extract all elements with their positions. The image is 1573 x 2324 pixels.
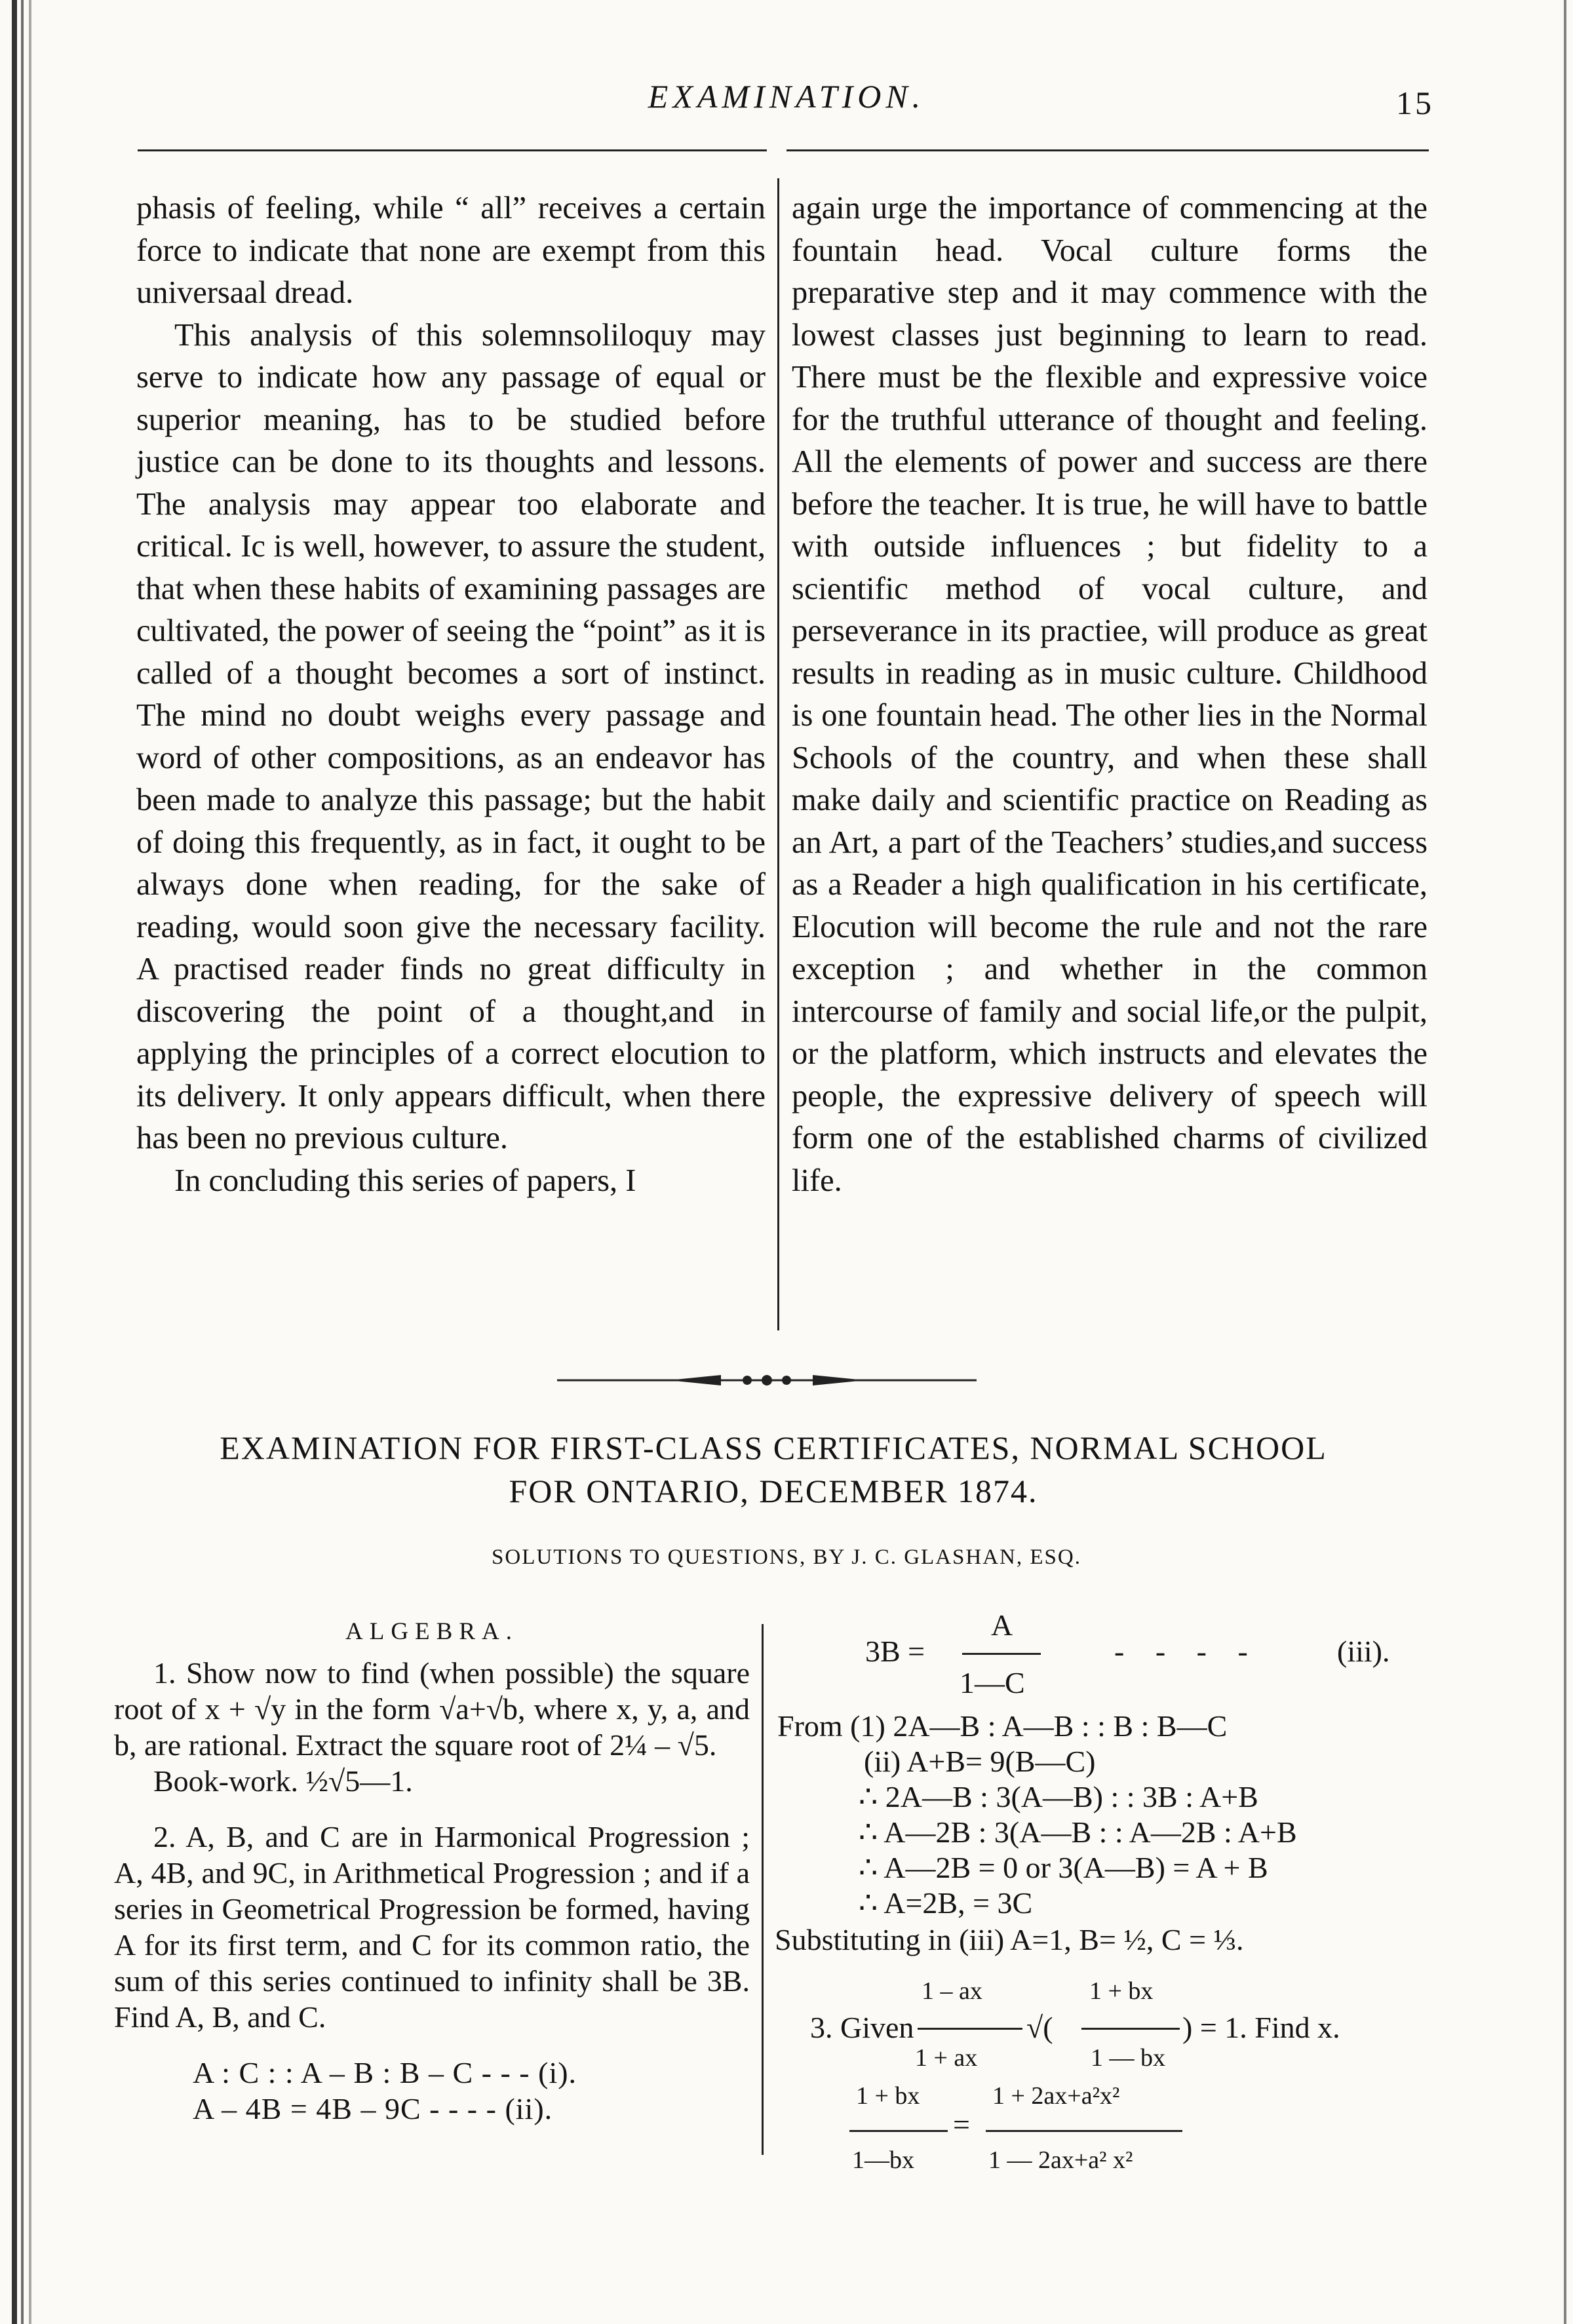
q3-c-den: 1 — 2ax+a² x² xyxy=(988,2146,1133,2174)
right-column xyxy=(792,187,1427,1202)
section-title-line-1: EXAMINATION FOR FIRST-CLASS CERTIFICATES, NORMAL SCHOOL xyxy=(220,1429,1327,1466)
eq-iii-denominator: 1—C xyxy=(960,1666,1025,1699)
binding-edge xyxy=(12,0,41,2324)
fraction-bar xyxy=(962,1653,1041,1655)
q3-c-num: 1 + 2ax+a²x² xyxy=(992,2082,1120,2110)
page-edge xyxy=(1564,0,1566,2324)
ornamental-rule xyxy=(557,1371,977,1389)
q3-b-num: 1 + bx xyxy=(856,2082,920,2110)
solution-line: (ii) A+B= 9(B—C) xyxy=(864,1745,1096,1778)
paragraph: In concluding this series of papers, I xyxy=(174,1163,636,1198)
column-rule xyxy=(762,1624,764,2155)
q3-fraction-2-num: 1 + bx xyxy=(1089,1977,1154,2005)
eq-iii-dots: - - - - xyxy=(1114,1635,1260,1668)
q3-sqrt: √( xyxy=(1026,2011,1053,2044)
header-rule-right xyxy=(786,149,1429,151)
eq-iii-lhs: 3B = xyxy=(865,1635,925,1668)
fraction-bar xyxy=(1081,2028,1180,2030)
solution-line: ∴ 2A—B : 3(A—B) : : 3B : A+B xyxy=(859,1780,1258,1813)
column-rule xyxy=(777,178,779,1330)
fraction-bar xyxy=(986,2130,1182,2132)
running-head: EXAMINATION. xyxy=(648,78,925,115)
solution-line: Substituting in (iii) A=1, B= ½, C = ⅓. xyxy=(775,1923,1244,1956)
fraction-bar xyxy=(918,2028,1022,2030)
q3-lead: 3. Given xyxy=(810,2011,914,2044)
fraction-bar xyxy=(849,2130,948,2132)
answer-1: Book-work. ½√5—1. xyxy=(153,1764,413,1798)
paragraph: again urge the importance of commencing at the fountain head. Vocal culture forms the preparative step and it may commence with the lowest classes just beginning to learn to read. There must be the flexible and expressive voice for the truthful utterance of thought and feeling. All the elements of power and success are there before the teacher. It is true, he will have to battle with outside influences ; but fidelity to a scientific method of vocal culture, and perseverance in its practiee, will produce as great results in reading as in music culture. Childhood is one fountain head. The other lies in the Normal Schools of the country, and when these shall make daily and scientific practice on Reading as an Art, a part of the Teachers’ studies,and success as a Reader a high qualification in his certificate, Elocution will become the rule and not the rare exception ; and whether in the common intercourse of family and social life,or the pulpit, or the platform, which instructs and elevates the people, the expressive delivery of speech will form one of the established charms of civilized life. xyxy=(792,191,1427,1198)
page-number: 15 xyxy=(1396,85,1434,121)
header-rule-left xyxy=(138,149,767,151)
solution-line: From (1) 2A—B : A—B : : B : B—C xyxy=(777,1709,1228,1743)
subheading: SOLUTIONS TO QUESTIONS, BY J. C. GLASHAN, ESQ. xyxy=(492,1545,1081,1569)
paragraph: phasis of feeling, while “ all” receives a certain force to indicate that none are exempt from this universaal dread. xyxy=(136,191,766,310)
algebra-column xyxy=(114,1614,750,2127)
q3-fraction-1-num: 1 – ax xyxy=(922,1977,982,2005)
solution-line: ∴ A—2B = 0 or 3(A—B) = A + B xyxy=(859,1851,1268,1884)
q3-fraction-1-den: 1 + ax xyxy=(915,2044,978,2072)
eq-iii-numerator: A xyxy=(991,1608,1013,1642)
section-title xyxy=(118,1426,1429,1513)
solution-line: ∴ A=2B, = 3C xyxy=(859,1886,1033,1920)
eq-iii-tag: (iii). xyxy=(1337,1635,1390,1668)
question-1: 1. Show now to find (when possible) the square root of x + √y in the form √a+√b, where x, y, a, and b, are rational. Extract the square root of 2¼ – √5. xyxy=(114,1656,750,1762)
section-title-line-2: FOR ONTARIO, DECEMBER 1874. xyxy=(509,1473,1038,1509)
q3-fraction-2-den: 1 — bx xyxy=(1091,2044,1165,2072)
equation-ii: A – 4B = 4B – 9C - - - - (ii). xyxy=(193,2092,553,2125)
question-2: 2. A, B, and C are in Harmonical Progression ; A, 4B, and 9C, in Arithmetical Progression ; and if a series in Geometrical Progression be formed, having A for its first term, and C for its common ratio, the sum of this series continued to infinity shall be 3B. Find A, B, and C. xyxy=(114,1820,750,2034)
q3-equals: = xyxy=(953,2108,970,2141)
q3-b-den: 1—bx xyxy=(852,2146,914,2174)
algebra-heading: ALGEBRA. xyxy=(345,1618,518,1645)
equation-i: A : C : : A – B : B – C - - - (i). xyxy=(193,2056,577,2089)
q3-tail: ) = 1. Find x. xyxy=(1182,2011,1340,2044)
paragraph: This analysis of this solemnsoliloquy may serve to indicate how any passage of equal or superior meaning, has to be studied before justice can be done to its thoughts and lessons. The analysis may appear too elaborate and critical. Ic is well, however, to assure the student, that when these habits of examining passages are cultivated, the power of seeing the “point” as it is called of a thought becomes a sort of instinct. The mind no doubt weighs every passage and word of other compositions, as an endeavor has been made to analyze this passage; but the habit of doing this frequently, as in fact, it ought to be always done when reading, for the sake of reading, would soon give the necessary facility. A practised reader finds no great difficulty in discovering the point of a thought,and in applying the principles of a correct elocution to its delivery. It only appears difficult, when there has been no previous culture. xyxy=(136,317,766,1155)
left-column xyxy=(136,187,766,1202)
solution-line: ∴ A—2B : 3(A—B : : A—2B : A+B xyxy=(859,1815,1297,1849)
